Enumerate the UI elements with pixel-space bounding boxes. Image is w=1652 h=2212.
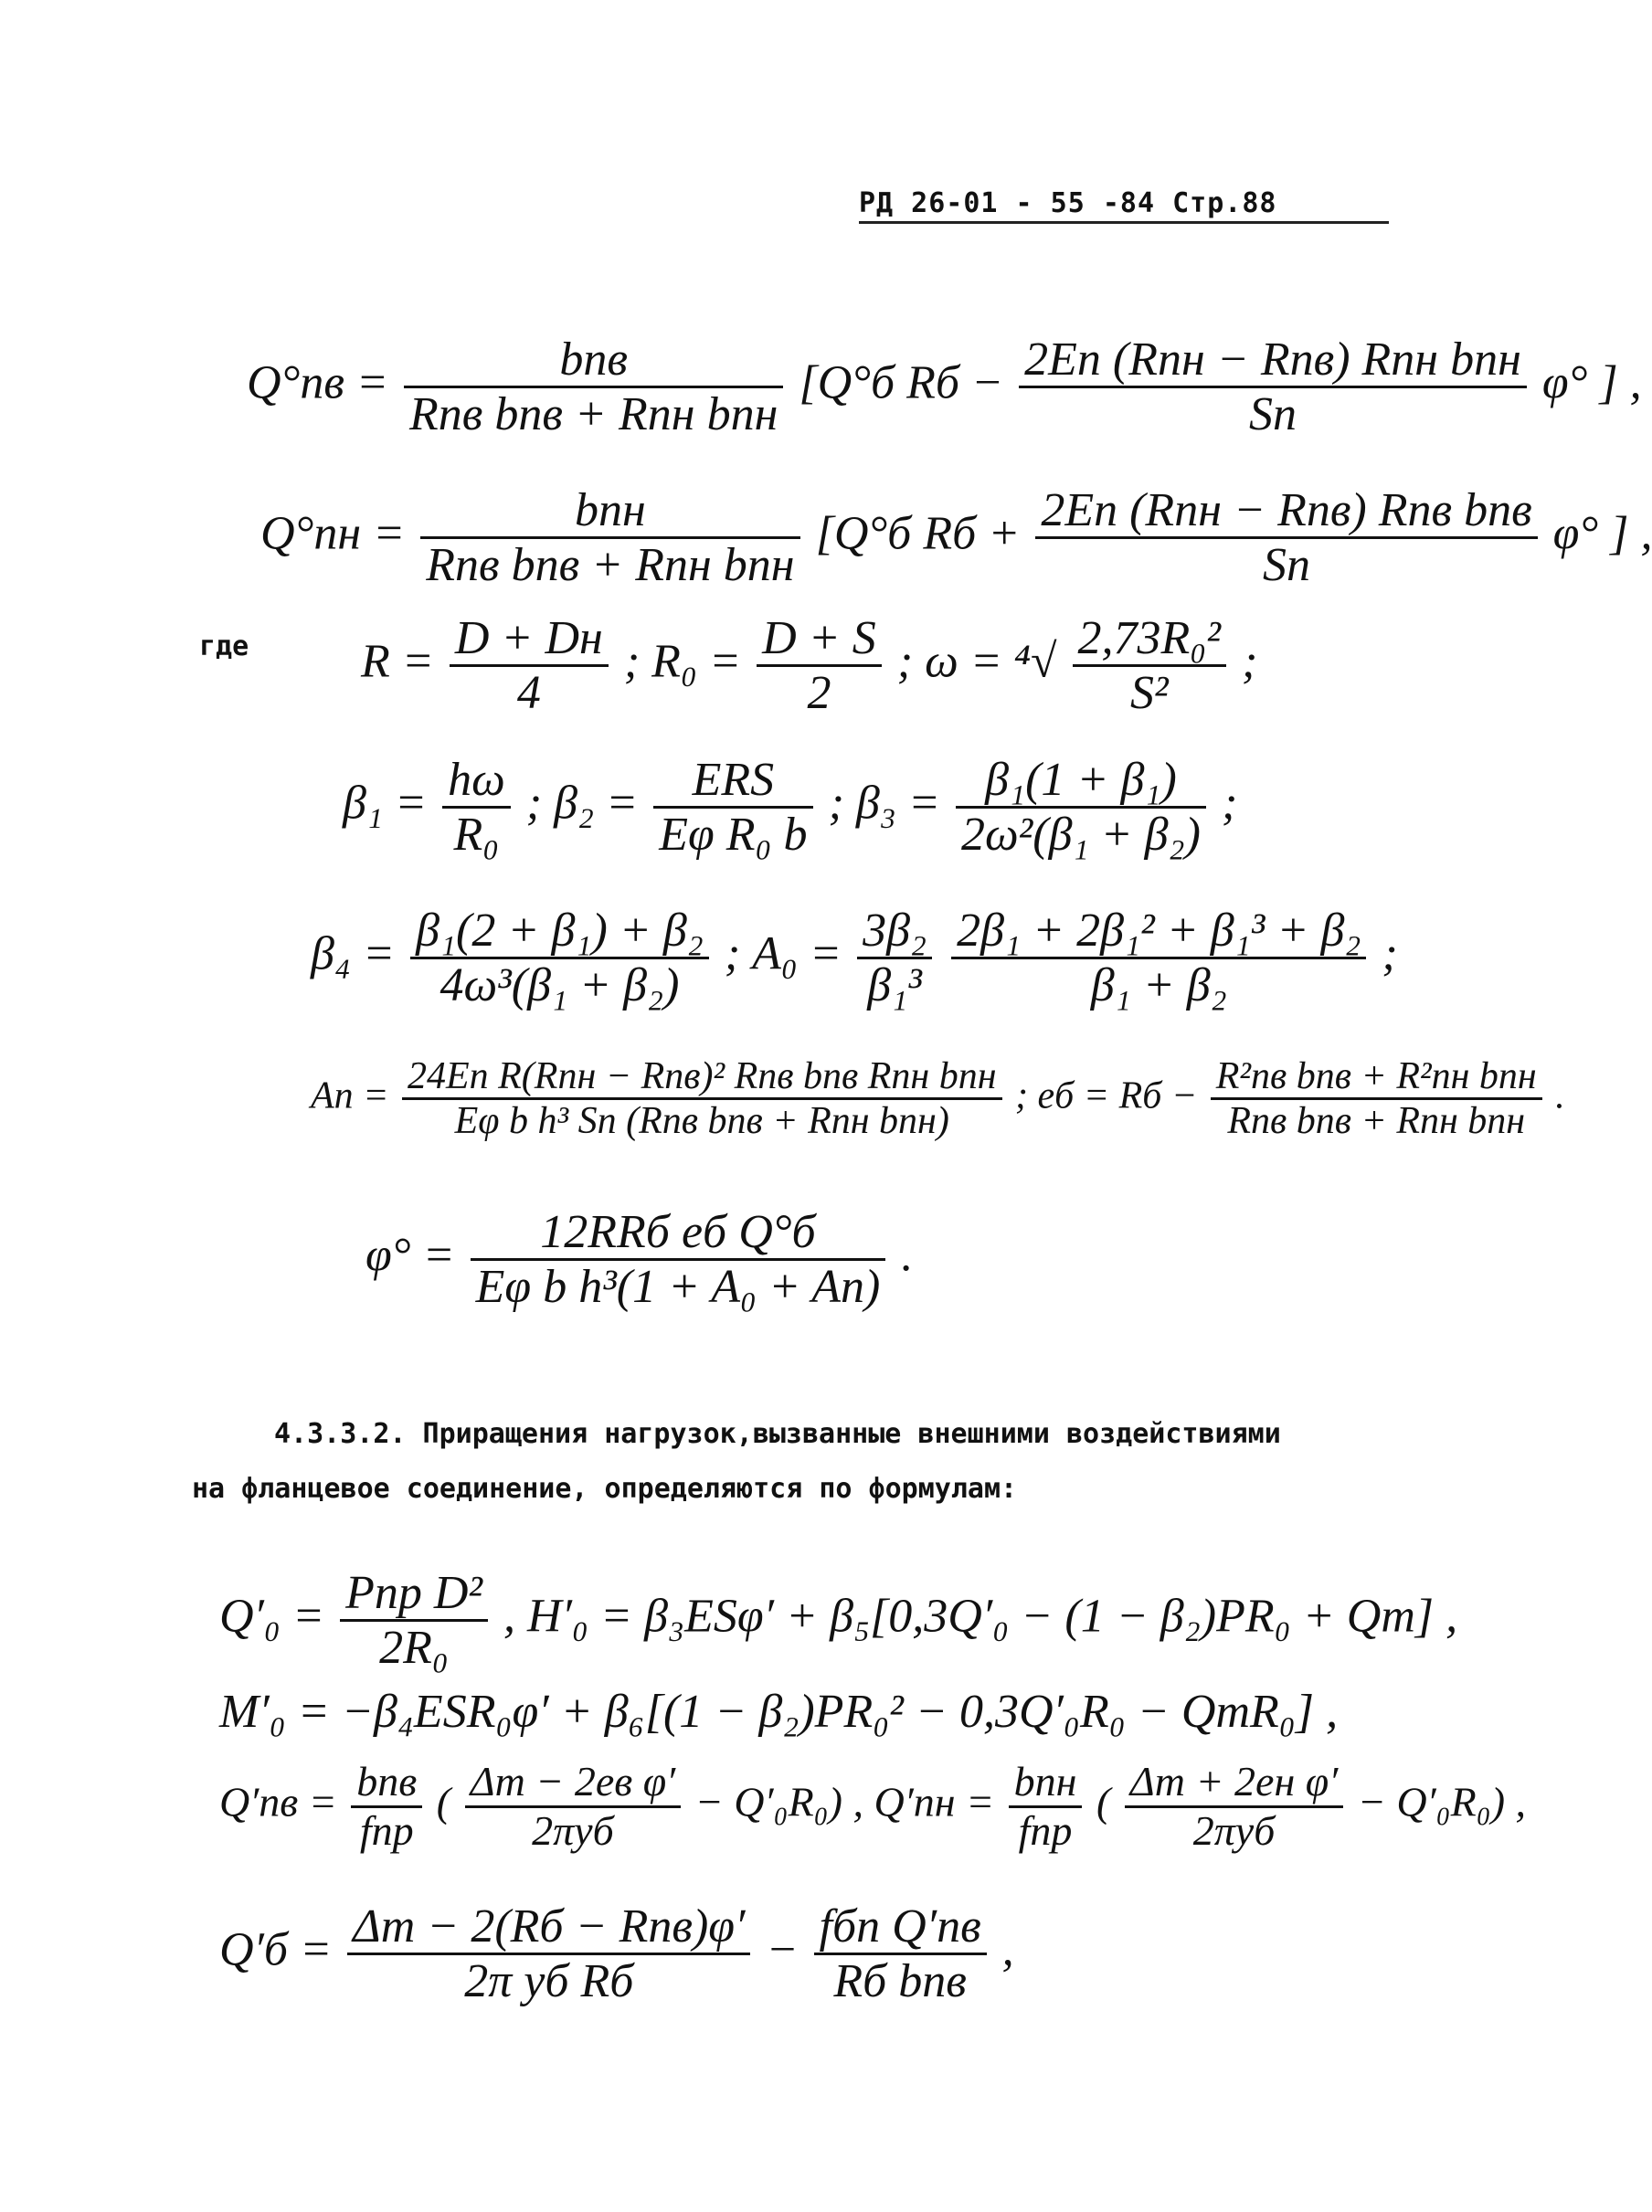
formula-m0: M′₀ = −β₄ESR₀φ′ + β₆[(1 − β₂)PR₀² − 0,3Q′₀R₀ − QтR₀] , xyxy=(219,1686,1339,1738)
formula-q0-h0: Q′₀ = $\frac{\text{Pпр D²}}{\text{2R₀}}$ , H′₀ = β₃ESφ′ + β₅[0,3Q′₀ − (1 − β₂)PR₀ + Qт] , xyxy=(219,1567,1458,1675)
formula-an-eb: Aп = $\frac{\text{24Eп R(Rпн − Rпв)² Rпв bпв Rпн bпн}}{\text{Eφ b h³ Sп (Rпв bпв + Rпн bпн)}}$ ; eб = Rб − $\frac{\text{R²пв bпв + R²пн bпн}}{\text{Rпв bпв + Rпн bпн}}$ . xyxy=(311,1055,1565,1143)
formula-beta1-beta3: β₁ = $\frac{h\omega}{\text{R₀}}$ ; β₂ = $\frac{\text{ERS}}{\text{Eφ R₀ b}}$ ; β₃ = $\frac{\text{β₁(1 + β₁)}}{\text{2ω²(β₁ + β₂)}}$ ; xyxy=(343,754,1238,862)
formula-q0-pn: Q°пн = $\frac{\text{bпн}}{\text{Rпв bпв + Rпн bпн}}$ [Q°б Rб + $\frac{\text{2Eп (Rпн − Rпв) Rпв bпв}}{Sп}$ φ° ] , xyxy=(260,484,1652,592)
formula-qb: Q′б = $\frac{\text{Δт − 2(Rб − Rпв)φ′}}{\text{2π yб Rб}}$ − $\frac{\text{fбп Q′пв}}{\text{Rб bпв}}$ , xyxy=(219,1900,1014,2008)
formula-q0-pv: Q°пв = $\frac{\text{bпв}}{\text{Rпв bпв + Rпн bпн}}$ [Q°б Rб − $\frac{\text{2Eп (Rпн − Rпв) Rпн bпн}}{Sп}$ φ° ] , xyxy=(247,333,1642,441)
paragraph-line-2: на фланцевое соединение, определяются по формулам: xyxy=(192,1473,1018,1505)
formula-r-r0-omega: R = $\frac{D + Dн}{4}$ ; R₀ = $\frac{D + S}{2}$ ; ω = ⁴√ $\frac{\text{2,73R₀²}}{\text{S²}}$ ; xyxy=(361,612,1258,720)
page-header: РД 26-01 - 55 -84 Стр.88 xyxy=(859,187,1389,224)
formula-beta4-a0: β₄ = $\frac{\text{β₁(2 + β₁) + β₂}}{\text{4ω³(β₁ + β₂)}}$ ; A₀ = $\frac{\text{3β₂}}{\text{β₁³}}$ $\frac{\text{2β₁ + 2β₁² + β₁³ + β₂}}{\text{β₁ + β₂}}$ ; xyxy=(311,905,1398,1012)
section-paragraph xyxy=(192,1407,1407,1517)
where-label: где xyxy=(199,630,249,662)
formula-phi0: φ° = $\frac{\text{12RRб eб Q°б}}{\text{Eφ b h³(1 + A₀ + Aп)}}$ . xyxy=(365,1206,914,1314)
paragraph-line-1: 4.3.3.2. Приращения нагрузок,вызванные внешними воздействиями xyxy=(274,1418,1281,1450)
formula-q-pv-pn: Q′пв = $\frac{\text{bпв}}{\text{fпр}}$ ( $\frac{\text{Δт − 2eв φ′}}{\text{2πyб}}$ − Q′₀R₀) , Q′пн = $\frac{\text{bпн}}{\text{fпр}}$ ( $\frac{\text{Δт + 2eн φ′}}{\text{2πyб}}$ − Q′₀R₀) , xyxy=(219,1758,1527,1854)
